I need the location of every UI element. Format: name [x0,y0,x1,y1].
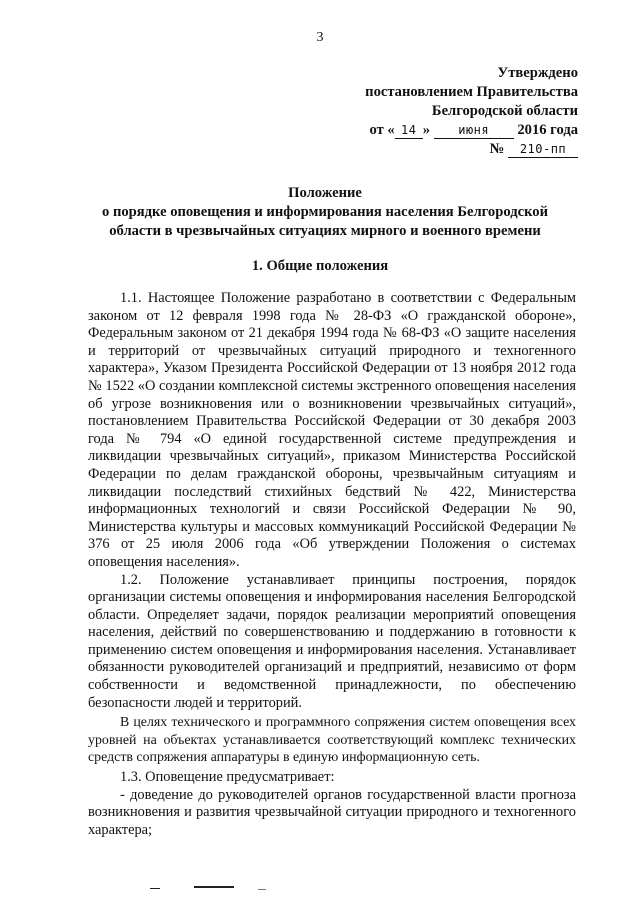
title-line-1: Положение [288,185,362,201]
scan-mark [258,889,266,890]
approval-block [365,64,578,159]
decree-number: 210-пп [508,142,578,158]
title-line-3: области в чрезвычайных ситуациях мирного и военного времени [109,223,541,239]
approval-date [365,121,578,140]
paragraph-1-2: 1.2. Положение устанавливает принципы построения, порядок организации системы оповещения и информирования населения Белгородской области. Определяет задачи, порядок реализации мероприятий оповещения населения, действий по совершенствованию и поддержанию в готовности к применению систем оповещения и информирования населения. Устанавливает обязанности руководителей организаций и предприятий, независимо от форм собственности и ведомственной принадлежности, по обеспечению безопасности людей и территорий. [88,571,576,711]
approval-by-decree: постановлением Правительства [365,84,578,100]
date-month: июня [434,123,514,139]
document-title [60,184,590,241]
approval-heading: Утверждено [497,65,578,81]
section-heading: 1. Общие положения [251,258,389,274]
date-prefix: от « [369,122,395,138]
page-number: 3 [316,30,324,45]
scan-mark [150,888,160,889]
scan-mark [194,886,234,888]
document-body [88,290,576,839]
paragraph-1-1: 1.1. Настоящее Положение разработано в соответствии с Федеральным законом от 12 февраля 1998 года № 28-ФЗ «О гражданской обороне», Федеральным законом от 21 декабря 1994 года № 68-ФЗ «О защите населения и территорий от чрезвычайных ситуаций природного и техногенного характера», Указом Президента Российской Федерации от 13 ноября 2012 года № 1522 «О создании комплексной системы экстренного оповещения населения об угрозе возникновения или о возникновении чрезвычайных ситуаций», постановлением Правительства Российской Федерации от 30 декабря 2003 года № 794 «О единой государственной системе предупреждения и ликвидации чрезвычайных ситуаций», приказом Министерства Российской Федерации по делам гражданской обороны, чрезвычайным ситуациям и ликвидации последствий стихийных бедствий № 422, Министерства информационных технологий и связи Российской Федерации № 90, Министерства культуры и массовых коммуникаций Российской Федерации № 376 от 25 июля 2006 года «Об утверждении Положения о системах оповещения населения». [88,290,576,570]
date-day: 14 [395,123,423,139]
paragraph-1-3: 1.3. Оповещение предусматривает: [120,769,335,786]
paragraph-integration: В целях технического и программного сопряжения систем оповещения всех уровней на объектах устанавливается соответствующий комплекс технических средств сопряжения аппаратуры в единую информационную сеть. [88,715,576,766]
date-mid: » [422,122,431,138]
date-year: 2016 года [517,122,578,138]
approval-number [365,140,578,159]
paragraph-list-item: - доведение до руководителей органов государственной власти прогноза возникновения и развития чрезвычайной ситуации природного и техногенного характера; [88,786,576,838]
number-prefix: № [489,141,505,157]
approval-region: Белгородской области [431,103,578,119]
title-line-2: о порядке оповещения и информирования населения Белгородской [102,204,548,220]
